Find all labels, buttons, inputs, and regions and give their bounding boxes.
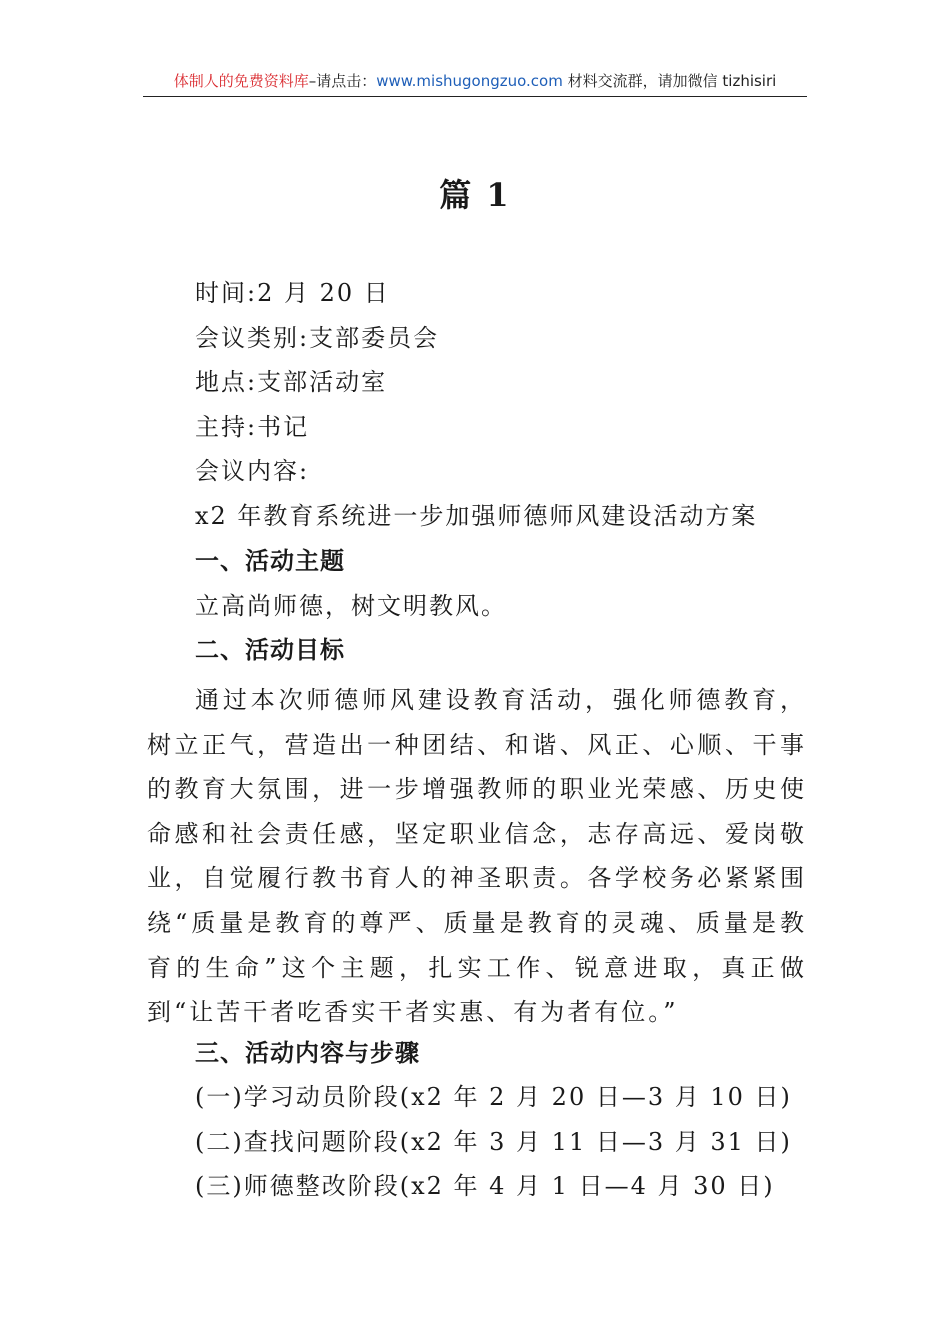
header-site-name: 体制人的免费资料库 — [173, 72, 309, 90]
header-url-link[interactable]: www.mishugongzuo.com — [376, 72, 563, 90]
meta-category: 会议类别:支部委员会 — [195, 324, 440, 352]
section-1-heading: 一、活动主题 — [195, 547, 345, 575]
meta-content-label: 会议内容: — [195, 457, 310, 485]
meta-time: 时间:2 月 20 日 — [195, 279, 390, 307]
page-header — [143, 66, 807, 97]
header-click-prompt: –请点击： — [308, 72, 377, 90]
header-wechat-note: 材料交流群，请加微信 tizhisiri — [562, 72, 777, 90]
section-3-item-2: (二)查找问题阶段(x2 年 3 月 11 日—3 月 31 日) — [195, 1128, 792, 1156]
section-3-heading: 三、活动内容与步骤 — [195, 1039, 420, 1067]
section-2-heading: 二、活动目标 — [195, 636, 345, 664]
meta-location: 地点:支部活动室 — [195, 368, 388, 396]
section-1-body: 立高尚师德，树文明教风。 — [195, 592, 507, 620]
section-2-body: 通过本次师德师风建设教育活动，强化师德教育，树立正气，营造出一种团结、和谐、风正、心顺、干事的教育大氛围，进一步增强教师的职业光荣感、历史使命感和社会责任感，坚定职业信念，志存高远、爱岗敬业，自觉履行教书育人的神圣职责。各学校务必紧紧围绕“质量是教育的尊严、质量是教育的灵魂、质量是教育的生命”这个主题，扎实工作、锐意进取，真正做到“让苦干者吃香实干者实惠、有为者有位。” — [147, 686, 807, 1027]
section-3-item-3: (三)师德整改阶段(x2 年 4 月 1 日—4 月 30 日) — [195, 1172, 775, 1200]
document-title: x2 年教育系统进一步加强师德师风建设活动方案 — [195, 502, 758, 530]
page-title: 篇 1 — [439, 176, 511, 214]
section-3-item-1: (一)学习动员阶段(x2 年 2 月 20 日—3 月 10 日) — [195, 1083, 792, 1111]
meta-host: 主持:书记 — [195, 413, 310, 441]
